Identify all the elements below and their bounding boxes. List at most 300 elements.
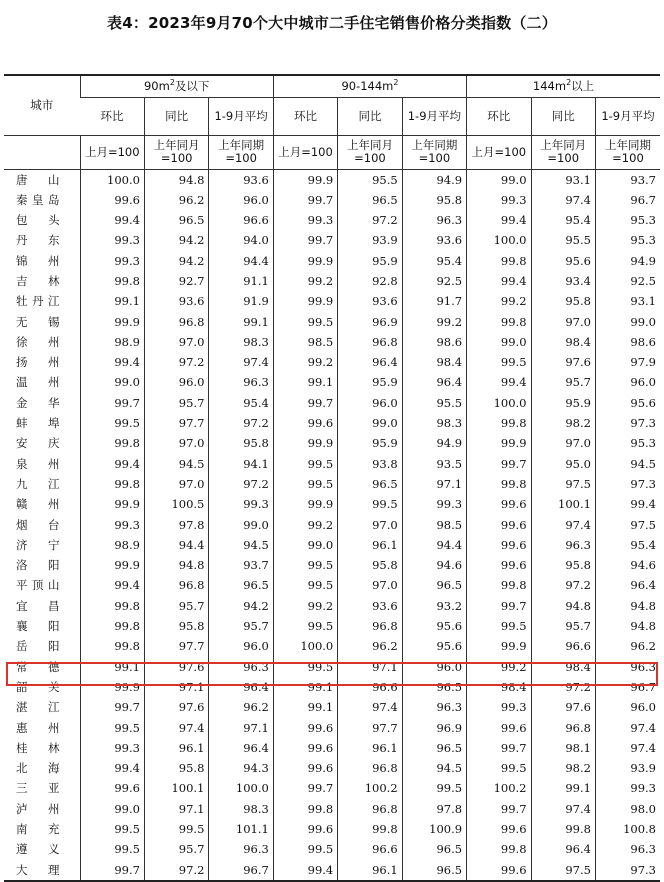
- value-cell: 99.8: [80, 596, 144, 616]
- city-cell: 徐州: [16, 334, 60, 349]
- city-cell: 岳阳: [16, 639, 60, 654]
- table-row: [4, 515, 660, 535]
- table-row: [4, 190, 660, 210]
- value-cell: 96.8: [144, 312, 208, 332]
- value-cell: 94.2: [209, 596, 273, 616]
- value-cell: 99.6: [273, 718, 337, 738]
- value-cell: 94.3: [209, 758, 273, 778]
- value-cell: 99.4: [467, 271, 531, 291]
- value-cell: 96.1: [338, 738, 402, 758]
- value-cell: 97.1: [209, 718, 273, 738]
- value-cell: 99.0: [467, 169, 531, 190]
- value-cell: 96.4: [595, 575, 660, 595]
- value-cell: 93.8: [338, 454, 402, 474]
- city-cell: 泉州: [16, 456, 60, 471]
- value-cell: 95.7: [531, 616, 595, 636]
- value-cell: 97.4: [595, 738, 660, 758]
- table-row: [4, 839, 660, 859]
- value-cell: 94.0: [209, 230, 273, 250]
- value-cell: 96.2: [209, 697, 273, 717]
- value-cell: 99.6: [273, 819, 337, 839]
- value-cell: 98.6: [402, 332, 466, 352]
- city-cell: 遵义: [16, 842, 60, 857]
- value-cell: 97.0: [338, 575, 402, 595]
- value-cell: 99.5: [467, 616, 531, 636]
- value-cell: 96.0: [209, 636, 273, 656]
- value-cell: 93.4: [531, 271, 595, 291]
- value-cell: 99.5: [273, 555, 337, 575]
- value-cell: 95.8: [531, 555, 595, 575]
- value-cell: 99.8: [273, 799, 337, 819]
- value-cell: 95.8: [144, 616, 208, 636]
- value-cell: 99.9: [273, 169, 337, 190]
- value-cell: 97.1: [144, 799, 208, 819]
- value-cell: 91.1: [209, 271, 273, 291]
- value-cell: 99.1: [531, 778, 595, 798]
- value-cell: 96.6: [338, 677, 402, 697]
- table-row: [4, 372, 660, 392]
- value-cell: 97.2: [531, 677, 595, 697]
- value-cell: 99.6: [467, 494, 531, 514]
- table-row: [4, 413, 660, 433]
- city-cell: 南充: [16, 822, 60, 836]
- city-cell: 北海: [16, 761, 60, 776]
- value-cell: 99.8: [80, 616, 144, 636]
- value-cell: 99.8: [338, 819, 402, 839]
- value-cell: 97.4: [531, 190, 595, 210]
- value-cell: 97.2: [144, 352, 208, 372]
- value-cell: 97.3: [595, 474, 660, 494]
- value-cell: 97.0: [531, 312, 595, 332]
- value-cell: 100.0: [273, 636, 337, 656]
- value-cell: 96.8: [338, 616, 402, 636]
- value-cell: 96.3: [595, 839, 660, 859]
- value-cell: 98.3: [209, 332, 273, 352]
- city-cell: 温州: [16, 375, 60, 390]
- base-header-yoy: 上年同月=100: [144, 135, 208, 169]
- value-cell: 96.3: [595, 657, 660, 677]
- city-cell: 洛阳: [16, 558, 60, 573]
- value-cell: 96.1: [338, 860, 402, 881]
- value-cell: 96.8: [338, 799, 402, 819]
- city-cell: 湛江: [16, 700, 60, 715]
- table-row: [4, 697, 660, 717]
- value-cell: 93.2: [402, 596, 466, 616]
- value-cell: 99.4: [595, 494, 660, 514]
- value-cell: 94.8: [144, 169, 208, 190]
- table-row: [4, 860, 660, 881]
- value-cell: 97.2: [531, 575, 595, 595]
- group-header-large: $144m^2$以上: [467, 75, 660, 97]
- value-cell: 96.0: [595, 372, 660, 392]
- value-cell: 96.3: [209, 372, 273, 392]
- value-cell: 96.4: [531, 839, 595, 859]
- value-cell: 99.5: [80, 718, 144, 738]
- value-cell: 99.8: [80, 636, 144, 656]
- value-cell: 96.4: [209, 677, 273, 697]
- value-cell: 99.9: [80, 555, 144, 575]
- value-cell: 96.9: [338, 312, 402, 332]
- value-cell: 91.7: [402, 291, 466, 311]
- value-cell: 95.4: [531, 210, 595, 230]
- city-cell: 桂林: [16, 740, 60, 755]
- value-cell: 96.5: [402, 839, 466, 859]
- table-row: [4, 758, 660, 778]
- value-cell: 99.5: [144, 819, 208, 839]
- value-cell: 97.5: [595, 515, 660, 535]
- value-cell: 95.9: [338, 372, 402, 392]
- value-cell: 98.1: [531, 738, 595, 758]
- value-cell: 99.6: [273, 758, 337, 778]
- value-cell: 100.1: [531, 494, 595, 514]
- value-cell: 96.2: [595, 636, 660, 656]
- value-cell: 97.1: [144, 677, 208, 697]
- table-row: [4, 210, 660, 230]
- value-cell: 91.9: [209, 291, 273, 311]
- table-body: [4, 169, 660, 881]
- value-cell: 100.0: [467, 393, 531, 413]
- value-cell: 99.6: [467, 860, 531, 881]
- city-cell: 锦州: [16, 253, 60, 268]
- value-cell: 99.8: [467, 474, 531, 494]
- value-cell: 94.5: [209, 535, 273, 555]
- value-cell: 99.6: [467, 515, 531, 535]
- value-cell: 97.0: [338, 515, 402, 535]
- value-cell: 96.5: [338, 474, 402, 494]
- base-header-yoy: 上年同月=100: [338, 135, 402, 169]
- table-row: [4, 433, 660, 453]
- value-cell: 99.5: [80, 839, 144, 859]
- value-cell: 96.0: [144, 372, 208, 392]
- value-cell: 95.7: [209, 616, 273, 636]
- value-cell: 95.4: [209, 393, 273, 413]
- value-cell: 99.6: [467, 535, 531, 555]
- city-cell: 常德: [16, 659, 60, 674]
- value-cell: 93.9: [595, 758, 660, 778]
- value-cell: 96.7: [595, 190, 660, 210]
- table-row: [4, 312, 660, 332]
- value-cell: 94.8: [531, 596, 595, 616]
- value-cell: 96.5: [402, 738, 466, 758]
- city-cell: 烟台: [16, 517, 60, 532]
- value-cell: 97.6: [531, 352, 595, 372]
- value-cell: 97.2: [338, 210, 402, 230]
- value-cell: 93.6: [402, 230, 466, 250]
- value-cell: 95.6: [402, 636, 466, 656]
- value-cell: 95.8: [338, 555, 402, 575]
- table-row: [4, 616, 660, 636]
- table-row: [4, 352, 660, 372]
- value-cell: 99.6: [80, 190, 144, 210]
- value-cell: 99.6: [467, 718, 531, 738]
- value-cell: 92.7: [144, 271, 208, 291]
- table-row: [4, 657, 660, 677]
- value-cell: 95.5: [531, 230, 595, 250]
- city-cell: 秦皇岛: [16, 192, 60, 207]
- value-cell: 99.2: [467, 291, 531, 311]
- base-header-avg: 上年同期=100: [209, 135, 273, 169]
- value-cell: 97.6: [144, 657, 208, 677]
- value-cell: 95.9: [531, 393, 595, 413]
- table-title: 表4：2023年9月70个大中城市二手住宅销售价格分类指数（二）: [107, 14, 557, 32]
- value-cell: 95.6: [531, 251, 595, 271]
- city-cell: 济宁: [16, 537, 60, 552]
- value-cell: 97.4: [531, 799, 595, 819]
- value-cell: 98.9: [80, 535, 144, 555]
- value-cell: 96.5: [144, 210, 208, 230]
- value-cell: 95.4: [402, 251, 466, 271]
- value-cell: 96.3: [531, 535, 595, 555]
- table-row: [4, 332, 660, 352]
- value-cell: 100.1: [144, 778, 208, 798]
- value-cell: 99.8: [531, 819, 595, 839]
- value-cell: 97.7: [338, 718, 402, 738]
- base-header-avg: 上年同期=100: [402, 135, 466, 169]
- value-cell: 97.3: [595, 860, 660, 881]
- value-cell: 99.1: [209, 312, 273, 332]
- value-cell: 95.3: [595, 230, 660, 250]
- value-cell: 99.2: [273, 352, 337, 372]
- value-cell: 97.7: [144, 636, 208, 656]
- value-cell: 96.0: [595, 697, 660, 717]
- value-cell: 99.3: [273, 210, 337, 230]
- value-cell: 96.5: [402, 860, 466, 881]
- value-cell: 95.7: [531, 372, 595, 392]
- value-cell: 96.0: [338, 393, 402, 413]
- value-cell: 100.0: [80, 169, 144, 190]
- value-cell: 99.7: [467, 596, 531, 616]
- table-row: [4, 596, 660, 616]
- value-cell: 97.2: [144, 860, 208, 881]
- value-cell: 95.8: [209, 433, 273, 453]
- value-cell: 99.5: [338, 494, 402, 514]
- city-cell: 赣州: [16, 497, 60, 512]
- value-cell: 99.7: [80, 860, 144, 881]
- value-cell: 96.8: [338, 332, 402, 352]
- value-cell: 95.7: [144, 839, 208, 859]
- sub-header-avg: 1-9月平均: [209, 97, 273, 135]
- value-cell: 97.7: [144, 413, 208, 433]
- city-cell: 唐山: [16, 172, 60, 187]
- value-cell: 99.9: [80, 312, 144, 332]
- value-cell: 94.9: [402, 433, 466, 453]
- value-cell: 94.2: [144, 251, 208, 271]
- value-cell: 97.1: [402, 474, 466, 494]
- table-row: [4, 393, 660, 413]
- value-cell: 96.0: [209, 190, 273, 210]
- value-cell: 93.6: [144, 291, 208, 311]
- value-cell: 99.0: [80, 799, 144, 819]
- table-row: [4, 535, 660, 555]
- table-row: [4, 555, 660, 575]
- sub-header-yoy: 同比: [338, 97, 402, 135]
- table-row: [4, 738, 660, 758]
- value-cell: 95.8: [144, 758, 208, 778]
- value-cell: 99.5: [80, 413, 144, 433]
- value-cell: 96.3: [402, 210, 466, 230]
- value-cell: 97.5: [531, 860, 595, 881]
- value-cell: 93.7: [209, 555, 273, 575]
- city-cell: 包头: [16, 213, 60, 228]
- table-row: [4, 454, 660, 474]
- value-cell: 99.3: [209, 494, 273, 514]
- value-cell: 99.2: [273, 271, 337, 291]
- value-cell: 99.0: [273, 535, 337, 555]
- value-cell: 97.8: [402, 799, 466, 819]
- value-cell: 99.0: [595, 312, 660, 332]
- base-header-yoy: 上年同月=100: [531, 135, 595, 169]
- city-cell: 牡丹江: [16, 294, 60, 309]
- value-cell: 99.3: [467, 190, 531, 210]
- value-cell: 96.4: [209, 738, 273, 758]
- value-cell: 95.9: [338, 433, 402, 453]
- value-cell: 99.1: [80, 291, 144, 311]
- value-cell: 99.9: [273, 291, 337, 311]
- value-cell: 99.1: [273, 677, 337, 697]
- value-cell: 99.4: [467, 210, 531, 230]
- value-cell: 99.5: [402, 778, 466, 798]
- value-cell: 99.9: [273, 433, 337, 453]
- value-cell: 94.6: [402, 555, 466, 575]
- value-cell: 94.2: [144, 230, 208, 250]
- value-cell: 98.4: [402, 352, 466, 372]
- base-header-mom: 上月=100: [80, 135, 144, 169]
- value-cell: 96.0: [402, 657, 466, 677]
- city-cell: 惠州: [16, 720, 60, 735]
- value-cell: 96.5: [209, 575, 273, 595]
- value-cell: 96.7: [595, 677, 660, 697]
- value-cell: 99.9: [467, 433, 531, 453]
- value-cell: 99.5: [273, 616, 337, 636]
- value-cell: 94.8: [595, 616, 660, 636]
- base-header-mom: 上月=100: [467, 135, 531, 169]
- sub-header-yoy: 同比: [144, 97, 208, 135]
- value-cell: 97.4: [209, 352, 273, 372]
- value-cell: 100.8: [595, 819, 660, 839]
- value-cell: 99.0: [338, 413, 402, 433]
- table-row: [4, 169, 660, 190]
- value-cell: 99.5: [273, 575, 337, 595]
- city-cell: 泸州: [16, 801, 60, 816]
- value-cell: 93.5: [402, 454, 466, 474]
- value-cell: 99.9: [273, 251, 337, 271]
- value-cell: 95.8: [402, 190, 466, 210]
- table-row: [4, 799, 660, 819]
- value-cell: 99.3: [80, 230, 144, 250]
- value-cell: 99.5: [80, 819, 144, 839]
- city-cell: 丹东: [16, 233, 60, 248]
- value-cell: 99.1: [273, 697, 337, 717]
- value-cell: 99.7: [273, 393, 337, 413]
- value-cell: 101.1: [209, 819, 273, 839]
- value-cell: 94.5: [595, 454, 660, 474]
- value-cell: 96.6: [338, 839, 402, 859]
- city-cell: 大理: [4, 860, 80, 881]
- value-cell: 99.6: [80, 778, 144, 798]
- value-cell: 92.8: [338, 271, 402, 291]
- sub-header-avg: 1-9月平均: [402, 97, 466, 135]
- value-cell: 99.4: [80, 758, 144, 778]
- value-cell: 99.7: [273, 778, 337, 798]
- value-cell: 96.1: [144, 738, 208, 758]
- value-cell: 95.9: [338, 251, 402, 271]
- value-cell: 95.6: [402, 616, 466, 636]
- value-cell: 96.2: [144, 190, 208, 210]
- value-cell: 94.4: [402, 535, 466, 555]
- value-cell: 97.2: [209, 413, 273, 433]
- value-cell: 100.5: [144, 494, 208, 514]
- city-cell: 无锡: [16, 314, 60, 329]
- value-cell: 99.4: [80, 352, 144, 372]
- table-row: [4, 494, 660, 514]
- value-cell: 99.2: [402, 312, 466, 332]
- value-cell: 99.7: [467, 454, 531, 474]
- table-row: [4, 271, 660, 291]
- value-cell: 93.7: [595, 169, 660, 190]
- value-cell: 99.1: [273, 372, 337, 392]
- value-cell: 98.5: [273, 332, 337, 352]
- group-header-medium: $90-144m^2$: [273, 75, 466, 97]
- value-cell: 93.9: [338, 230, 402, 250]
- value-cell: 98.9: [80, 332, 144, 352]
- value-cell: 97.2: [209, 474, 273, 494]
- value-cell: 96.6: [531, 636, 595, 656]
- value-cell: 93.1: [595, 291, 660, 311]
- city-cell: 九江: [16, 476, 60, 491]
- value-cell: 99.8: [80, 433, 144, 453]
- value-cell: 99.8: [467, 575, 531, 595]
- value-cell: 99.4: [467, 372, 531, 392]
- city-cell: 韶关: [16, 679, 60, 694]
- value-cell: 92.5: [595, 271, 660, 291]
- value-cell: 97.4: [595, 718, 660, 738]
- value-cell: 99.4: [273, 860, 337, 881]
- table-row: [4, 575, 660, 595]
- value-cell: 99.6: [273, 738, 337, 758]
- city-column-header: 城市: [4, 75, 80, 135]
- sub-header-mom: 环比: [273, 97, 337, 135]
- value-cell: 94.9: [595, 251, 660, 271]
- value-cell: 99.4: [80, 210, 144, 230]
- value-cell: 98.5: [402, 515, 466, 535]
- table-row: [4, 677, 660, 697]
- value-cell: 99.5: [273, 312, 337, 332]
- value-cell: 99.2: [467, 657, 531, 677]
- value-cell: 97.0: [531, 433, 595, 453]
- value-cell: 99.7: [80, 697, 144, 717]
- value-cell: 99.7: [273, 190, 337, 210]
- value-cell: 93.6: [338, 596, 402, 616]
- value-cell: 99.3: [80, 515, 144, 535]
- value-cell: 99.7: [467, 799, 531, 819]
- value-cell: 94.8: [144, 555, 208, 575]
- value-cell: 94.1: [209, 454, 273, 474]
- value-cell: 100.2: [338, 778, 402, 798]
- value-cell: 96.4: [402, 372, 466, 392]
- value-cell: 94.6: [595, 555, 660, 575]
- value-cell: 99.6: [467, 819, 531, 839]
- value-cell: 96.5: [402, 575, 466, 595]
- value-cell: 99.3: [80, 738, 144, 758]
- value-cell: 95.7: [144, 596, 208, 616]
- value-cell: 95.6: [595, 393, 660, 413]
- value-cell: 99.6: [467, 555, 531, 575]
- base-header-avg: 上年同期=100: [595, 135, 660, 169]
- value-cell: 97.0: [144, 474, 208, 494]
- value-cell: 97.5: [531, 474, 595, 494]
- city-cell: 襄阳: [16, 619, 60, 634]
- value-cell: 96.2: [338, 636, 402, 656]
